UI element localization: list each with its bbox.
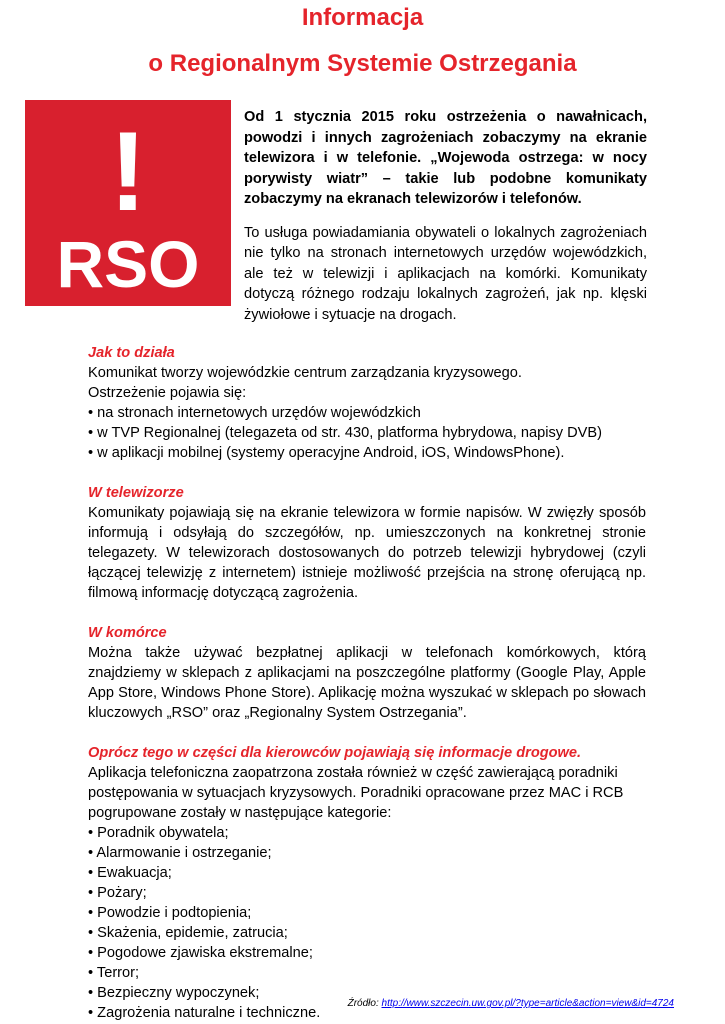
drivers-heading: Oprócz tego w części dla kierowców pojawiają się informacje drogowe.: [88, 745, 582, 761]
how-it-works-section: [88, 343, 646, 463]
list-item: • Alarmowanie i ostrzeganie;: [88, 843, 646, 863]
list-item: • Zagrożenia naturalne i techniczne.: [88, 1003, 646, 1023]
list-item: • Terror;: [88, 963, 646, 983]
phone-section: [88, 623, 646, 723]
categories-list: [88, 823, 646, 1023]
tv-text: Komunikaty pojawiają się na ekranie telewizora w formie napisów. W zwięzły sposób informują i odsyłają do szczegółów, np. umieszczonych na konkretnej stronie telegazety. W telewizorach dostosowanych do potrzeb telewizji hybrydowej (czyli łączącej telewizję z internetem) istnieje możliwość przejścia na stronę oferującą np. filmową informację dotyczącą zagrożenia.: [88, 505, 646, 601]
main-content: [88, 343, 646, 1023]
list-item: • w aplikacji mobilnej (systemy operacyjne Android, iOS, WindowsPhone).: [88, 443, 646, 463]
list-item: • Pożary;: [88, 883, 646, 903]
rso-logo: [25, 100, 231, 306]
page-subtitle: o Regionalnym Systemie Ostrzegania: [148, 50, 577, 77]
drivers-text: Aplikacja telefoniczna zaopatrzona została również w część zawierającą poradniki postępowania w sytuacjach kryzysowych. Poradniki opracowane przez MAC i RCB pogrupowane zostały w następujące kategorie:: [88, 765, 624, 821]
drivers-section: [88, 743, 646, 1023]
source-note: [348, 997, 674, 1011]
how-line-2: Ostrzeżenie pojawia się:: [88, 385, 247, 401]
list-item: • Bezpieczny wypoczynek;: [88, 983, 646, 1003]
list-item: • Ewakuacja;: [88, 863, 646, 883]
how-line-1: Komunikat tworzy wojewódzkie centrum zarządzania kryzysowego.: [88, 365, 522, 381]
source-link[interactable]: http://www.szczecin.uw.gov.pl/?type=article&action=view&id=4724: [381, 998, 674, 1009]
source-label: Źródło:: [347, 998, 379, 1009]
intro-section: [244, 107, 647, 325]
phone-text: Można także używać bezpłatnej aplikacji w telefonach komórkowych, którą znajdziemy w sklepach z aplikacjami na poszczególne platformy (Google Play, Apple App Store, Windows Phone Store). Aplikację można wyszukać w sklepach po słowach kluczowych „RSO” oraz „Regionalny System Ostrzegania”.: [88, 645, 646, 721]
intro-bold-paragraph: Od 1 stycznia 2015 roku ostrzeżenia o nawałnicach, powodzi i innych zagrożeniach zobaczymy na ekranie telewizora i w telefonie. „Wojewoda ostrzega: w nocy porywisty wiatr” – takie lub podobne komunikaty zobaczymy na ekranach telewizorów i telefonów.: [244, 109, 647, 207]
phone-heading: W komórce: [88, 625, 167, 641]
list-item: • na stronach internetowych urzędów wojewódzkich: [88, 403, 646, 423]
list-item: • Pogodowe zjawiska ekstremalne;: [88, 943, 646, 963]
rso-logo-graphic: [25, 100, 231, 306]
intro-paragraph: To usługa powiadamiania obywateli o lokalnych zagrożeniach nie tylko na stronach internetowych urzędów wojewódzkich, ale też w telewizji i aplikacjach na komórki. Komunikaty dotyczą różnego rodzaju lokalnych zagrożeń, jak np. klęski żywiołowe i sytuacje na drogach.: [244, 224, 647, 323]
list-item: • Poradnik obywatela;: [88, 823, 646, 843]
page-title: Informacja: [301, 4, 424, 31]
how-bullet-list: [88, 403, 646, 463]
logo-text: RSO: [56, 227, 200, 301]
list-item: • Skażenia, epidemie, zatrucia;: [88, 923, 646, 943]
list-item: • w TVP Regionalnej (telegazeta od str. 430, platforma hybrydowa, napisy DVB): [88, 423, 646, 443]
exclamation-icon: !: [109, 109, 147, 234]
tv-section: [88, 483, 646, 603]
how-heading: Jak to działa: [88, 345, 175, 361]
list-item: • Powodzie i podtopienia;: [88, 903, 646, 923]
tv-heading: W telewizorze: [88, 485, 184, 501]
